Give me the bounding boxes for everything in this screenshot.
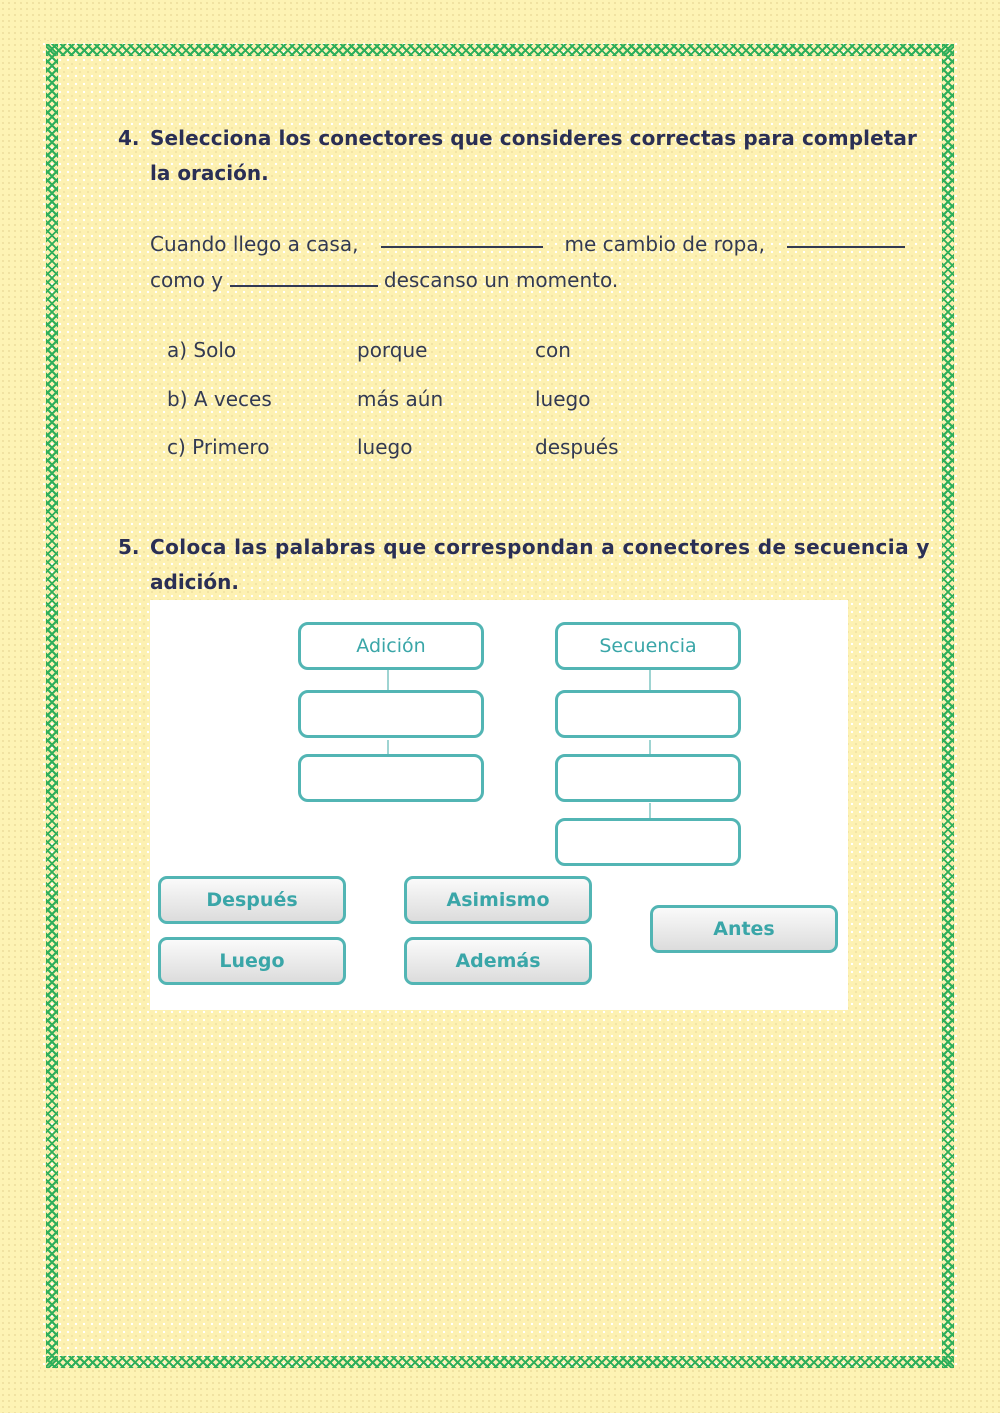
question-4-title-line2: la oración. (150, 161, 269, 185)
option-b-word2: más aún (357, 387, 444, 411)
option-a-word2: porque (357, 338, 428, 362)
option-c-word3: después (535, 435, 619, 459)
line-secuencia-2 (649, 740, 651, 754)
chip-ademas[interactable]: Además (404, 937, 592, 985)
chip-despues[interactable]: Después (158, 876, 346, 924)
border-right (942, 44, 954, 1368)
header-secuencia: Secuencia (555, 622, 741, 670)
fill-in-sentence (150, 226, 905, 298)
blank-2[interactable] (787, 226, 905, 248)
option-b-label[interactable]: b) A veces (167, 387, 272, 411)
header-adicion: Adición (298, 622, 484, 670)
drop-slot-secuencia-2[interactable] (555, 754, 741, 802)
connector-diagram (150, 600, 848, 1010)
border-top (46, 44, 954, 56)
line-secuencia-3 (649, 803, 651, 819)
border-bottom (46, 1356, 954, 1368)
drop-slot-adicion-2[interactable] (298, 754, 484, 802)
option-c-label[interactable]: c) Primero (167, 435, 270, 459)
option-a-label[interactable]: a) Solo (167, 338, 237, 362)
chip-asimismo[interactable]: Asimismo (404, 876, 592, 924)
sentence-part1: Cuando llego a casa, (150, 232, 359, 256)
option-c-word2: luego (357, 435, 413, 459)
blank-3[interactable] (230, 265, 378, 287)
blank-1[interactable] (381, 226, 543, 248)
line-secuencia-1 (649, 670, 651, 692)
drop-slot-secuencia-3[interactable] (555, 818, 741, 866)
chip-luego[interactable]: Luego (158, 937, 346, 985)
sentence-part2: me cambio de ropa, (564, 232, 765, 256)
line-adicion-1 (387, 670, 389, 692)
question-5-title-line2: adición. (150, 570, 239, 594)
question-5-number: 5. (118, 535, 140, 559)
drop-slot-adicion-1[interactable] (298, 690, 484, 738)
border-left (46, 44, 58, 1368)
question-4-title-line1: Selecciona los conectores que consideres correctas para completar (150, 126, 917, 150)
question-4-number: 4. (118, 126, 140, 150)
option-a-word3: con (535, 338, 571, 362)
drop-slot-secuencia-1[interactable] (555, 690, 741, 738)
option-b-word3: luego (535, 387, 591, 411)
chip-antes[interactable]: Antes (650, 905, 838, 953)
line-adicion-2 (387, 740, 389, 754)
question-5-title-line1: Coloca las palabras que correspondan a conectores de secuencia y (150, 535, 930, 559)
sentence-part3: como y (150, 268, 224, 292)
sentence-part4: descanso un momento. (383, 268, 619, 292)
